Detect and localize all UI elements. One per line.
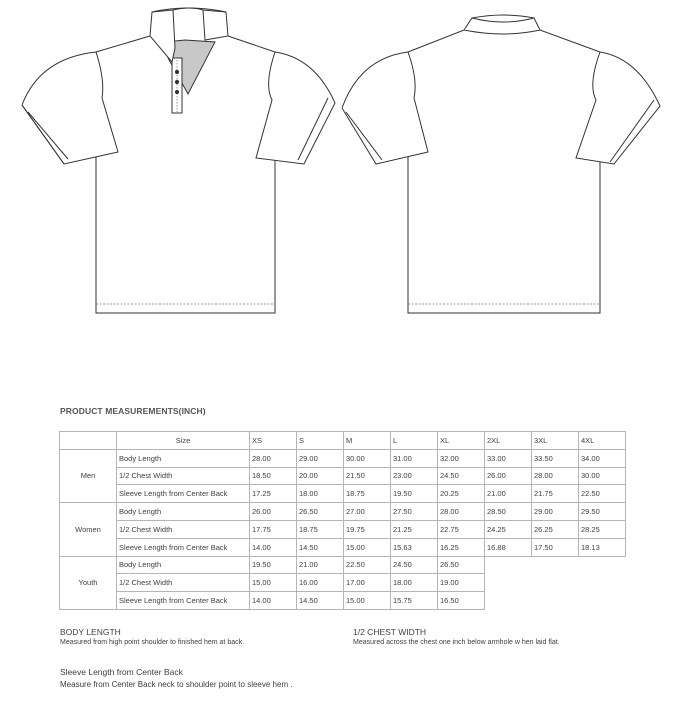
size-header-2xl: 2XL xyxy=(485,432,532,450)
empty-cell xyxy=(532,574,579,592)
value-cell: 18.13 xyxy=(579,538,626,556)
header-blank xyxy=(60,432,117,450)
value-cell: 28.00 xyxy=(438,503,485,521)
size-header-4xl: 4XL xyxy=(579,432,626,450)
empty-cell xyxy=(485,592,532,610)
empty-cell xyxy=(485,574,532,592)
size-header: Size xyxy=(117,432,250,450)
value-cell: 19.00 xyxy=(438,574,485,592)
value-cell: 34.00 xyxy=(579,449,626,467)
note-chest-width-text: Measured across the chest one inch below armhole w hen laid flat. xyxy=(353,639,560,646)
value-cell: 17.75 xyxy=(250,520,297,538)
value-cell: 20.00 xyxy=(297,467,344,485)
value-cell: 16.00 xyxy=(297,574,344,592)
value-cell: 22.75 xyxy=(438,520,485,538)
value-cell: 14.00 xyxy=(250,592,297,610)
note-sleeve-length-title: Sleeve Length from Center Back xyxy=(60,667,183,677)
value-cell: 29.00 xyxy=(297,449,344,467)
table-row xyxy=(60,556,626,574)
value-cell: 14.00 xyxy=(250,538,297,556)
value-cell: 24.25 xyxy=(485,520,532,538)
note-body-length-text: Measured from high point shoulder to finished hem at back. xyxy=(60,639,245,646)
header-row xyxy=(60,432,626,450)
value-cell: 19.50 xyxy=(391,485,438,503)
value-cell: 26.25 xyxy=(532,520,579,538)
value-cell: 20.25 xyxy=(438,485,485,503)
table-row xyxy=(60,485,626,503)
size-header-s: S xyxy=(297,432,344,450)
value-cell: 15.00 xyxy=(344,538,391,556)
group-label-men: Men xyxy=(60,449,117,502)
table-row xyxy=(60,592,626,610)
value-cell: 15.00 xyxy=(250,574,297,592)
value-cell: 29.50 xyxy=(579,503,626,521)
group-label-women: Women xyxy=(60,503,117,556)
value-cell: 30.00 xyxy=(344,449,391,467)
table-row xyxy=(60,520,626,538)
section-title: PRODUCT MEASUREMENTS(INCH) xyxy=(60,406,206,416)
value-cell: 27.00 xyxy=(344,503,391,521)
value-cell: 21.75 xyxy=(532,485,579,503)
value-cell: 17.50 xyxy=(532,538,579,556)
value-cell: 21.00 xyxy=(485,485,532,503)
note-chest-width xyxy=(353,627,560,646)
value-cell: 15.63 xyxy=(391,538,438,556)
value-cell: 33.50 xyxy=(532,449,579,467)
note-sleeve-length xyxy=(60,667,293,689)
row-label: 1/2 Chest Width xyxy=(117,574,250,592)
value-cell: 16.50 xyxy=(438,592,485,610)
value-cell: 16.25 xyxy=(438,538,485,556)
row-label: Body Length xyxy=(117,503,250,521)
empty-cell xyxy=(579,556,626,574)
value-cell: 27.50 xyxy=(391,503,438,521)
value-cell: 23.00 xyxy=(391,467,438,485)
value-cell: 30.00 xyxy=(579,467,626,485)
value-cell: 19.50 xyxy=(250,556,297,574)
front-shirt-illustration xyxy=(10,0,340,320)
size-header-m: M xyxy=(344,432,391,450)
row-label: Sleeve Length from Center Back xyxy=(117,485,250,503)
value-cell: 18.00 xyxy=(391,574,438,592)
row-label: Sleeve Length from Center Back xyxy=(117,538,250,556)
value-cell: 18.50 xyxy=(250,467,297,485)
table-row xyxy=(60,449,626,467)
value-cell: 17.00 xyxy=(344,574,391,592)
table-row xyxy=(60,574,626,592)
note-body-length-title: BODY LENGTH xyxy=(60,627,121,637)
value-cell: 26.00 xyxy=(485,467,532,485)
empty-cell xyxy=(485,556,532,574)
table-body xyxy=(60,432,626,610)
row-label: Body Length xyxy=(117,449,250,467)
value-cell: 18.75 xyxy=(344,485,391,503)
row-label: 1/2 Chest Width xyxy=(117,520,250,538)
group-label-youth: Youth xyxy=(60,556,117,609)
value-cell: 26.50 xyxy=(438,556,485,574)
value-cell: 24.50 xyxy=(438,467,485,485)
value-cell: 32.00 xyxy=(438,449,485,467)
value-cell: 18.75 xyxy=(297,520,344,538)
value-cell: 22.50 xyxy=(579,485,626,503)
value-cell: 28.50 xyxy=(485,503,532,521)
table-row xyxy=(60,503,626,521)
table-row xyxy=(60,467,626,485)
value-cell: 16.88 xyxy=(485,538,532,556)
value-cell: 19.75 xyxy=(344,520,391,538)
row-label: 1/2 Chest Width xyxy=(117,467,250,485)
empty-cell xyxy=(532,556,579,574)
value-cell: 18.00 xyxy=(297,485,344,503)
value-cell: 17.25 xyxy=(250,485,297,503)
note-chest-width-title: 1/2 CHEST WIDTH xyxy=(353,627,427,637)
value-cell: 26.00 xyxy=(250,503,297,521)
back-shirt-illustration xyxy=(336,0,666,320)
value-cell: 28.00 xyxy=(532,467,579,485)
value-cell: 14.50 xyxy=(297,592,344,610)
value-cell: 15.75 xyxy=(391,592,438,610)
value-cell: 29.00 xyxy=(532,503,579,521)
value-cell: 22.50 xyxy=(344,556,391,574)
size-header-l: L xyxy=(391,432,438,450)
value-cell: 21.25 xyxy=(391,520,438,538)
value-cell: 31.00 xyxy=(391,449,438,467)
value-cell: 21.00 xyxy=(297,556,344,574)
value-cell: 14.50 xyxy=(297,538,344,556)
value-cell: 28.00 xyxy=(250,449,297,467)
value-cell: 26.50 xyxy=(297,503,344,521)
empty-cell xyxy=(579,574,626,592)
empty-cell xyxy=(579,592,626,610)
empty-cell xyxy=(532,592,579,610)
size-header-3xl: 3XL xyxy=(532,432,579,450)
note-sleeve-length-text: Measure from Center Back neck to shoulder point to sleeve hem . xyxy=(60,680,293,689)
value-cell: 21.50 xyxy=(344,467,391,485)
size-header-xl: XL xyxy=(438,432,485,450)
value-cell: 33.00 xyxy=(485,449,532,467)
size-header-xs: XS xyxy=(250,432,297,450)
measurement-table xyxy=(59,431,626,610)
value-cell: 24.50 xyxy=(391,556,438,574)
row-label: Sleeve Length from Center Back xyxy=(117,592,250,610)
value-cell: 28.25 xyxy=(579,520,626,538)
table-row xyxy=(60,538,626,556)
row-label: Body Length xyxy=(117,556,250,574)
note-body-length xyxy=(60,627,244,646)
value-cell: 15.00 xyxy=(344,592,391,610)
